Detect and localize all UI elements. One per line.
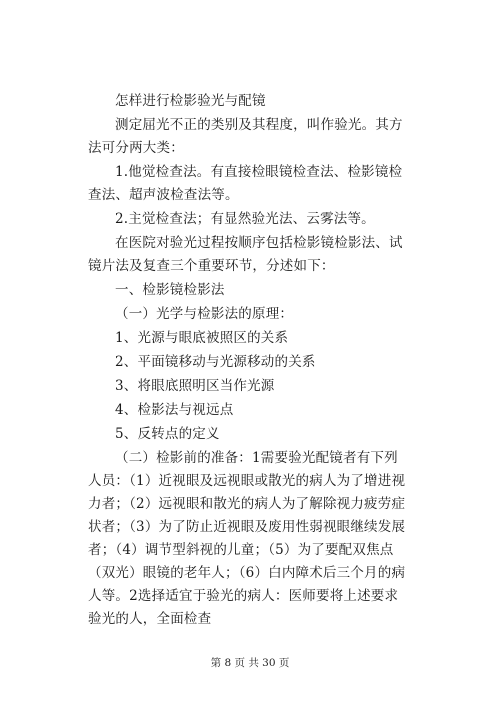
list-item: 2、平面镜移动与光源移动的关系 [115,354,316,370]
paragraph-hospital-process: 在医院对验光过程按顺序包括检影镜检影法、试镜片法及复查三个重要环节，分述如下： [88,235,403,274]
paragraph-method-2: 2.主觉检查法；有显然验光法、云雾法等。 [115,211,375,227]
subsection-heading: （一）光学与检影法的原理： [115,306,294,322]
section-heading: 一、检影镜检影法 [115,282,225,298]
list-item: 4、检影法与视远点 [115,402,234,418]
list-item: 1、光源与眼底被照区的关系 [115,330,289,346]
page-number-footer: 第 8 页 共 30 页 [210,657,290,669]
document-title: 怎样进行检影验光与配镜 [115,93,266,109]
paragraph-preparation: （二）检影前的准备：1需要验光配镜者有下列人员：（1）近视眼及远视眼或散光的病人为了增进视力者；（2）远视眼和散光的病人为了解除视力疲劳症状者；（3）为了防止近视眼及废用性弱视眼继续发展者；（4）调节型斜视的儿童；（5）为了要配双焦点（双光）眼镜的老年人；（6）白内障术后三个月的病人等。2选择适宜于验光的病人：医师要将上述要求验光的人，全面检查 [88,450,406,627]
document-body [88,90,410,631]
list-item: 3、将眼底照明区当作光源 [115,378,275,394]
paragraph-method-1: 1.他觉检查法。有直接检眼镜检查法、检影镜检查法、超声波检查法等。 [88,164,403,203]
list-item: 5、反转点的定义 [115,426,220,442]
paragraph-intro: 测定屈光不正的类别及其程度，叫作验光。其方法可分两大类： [88,117,403,156]
